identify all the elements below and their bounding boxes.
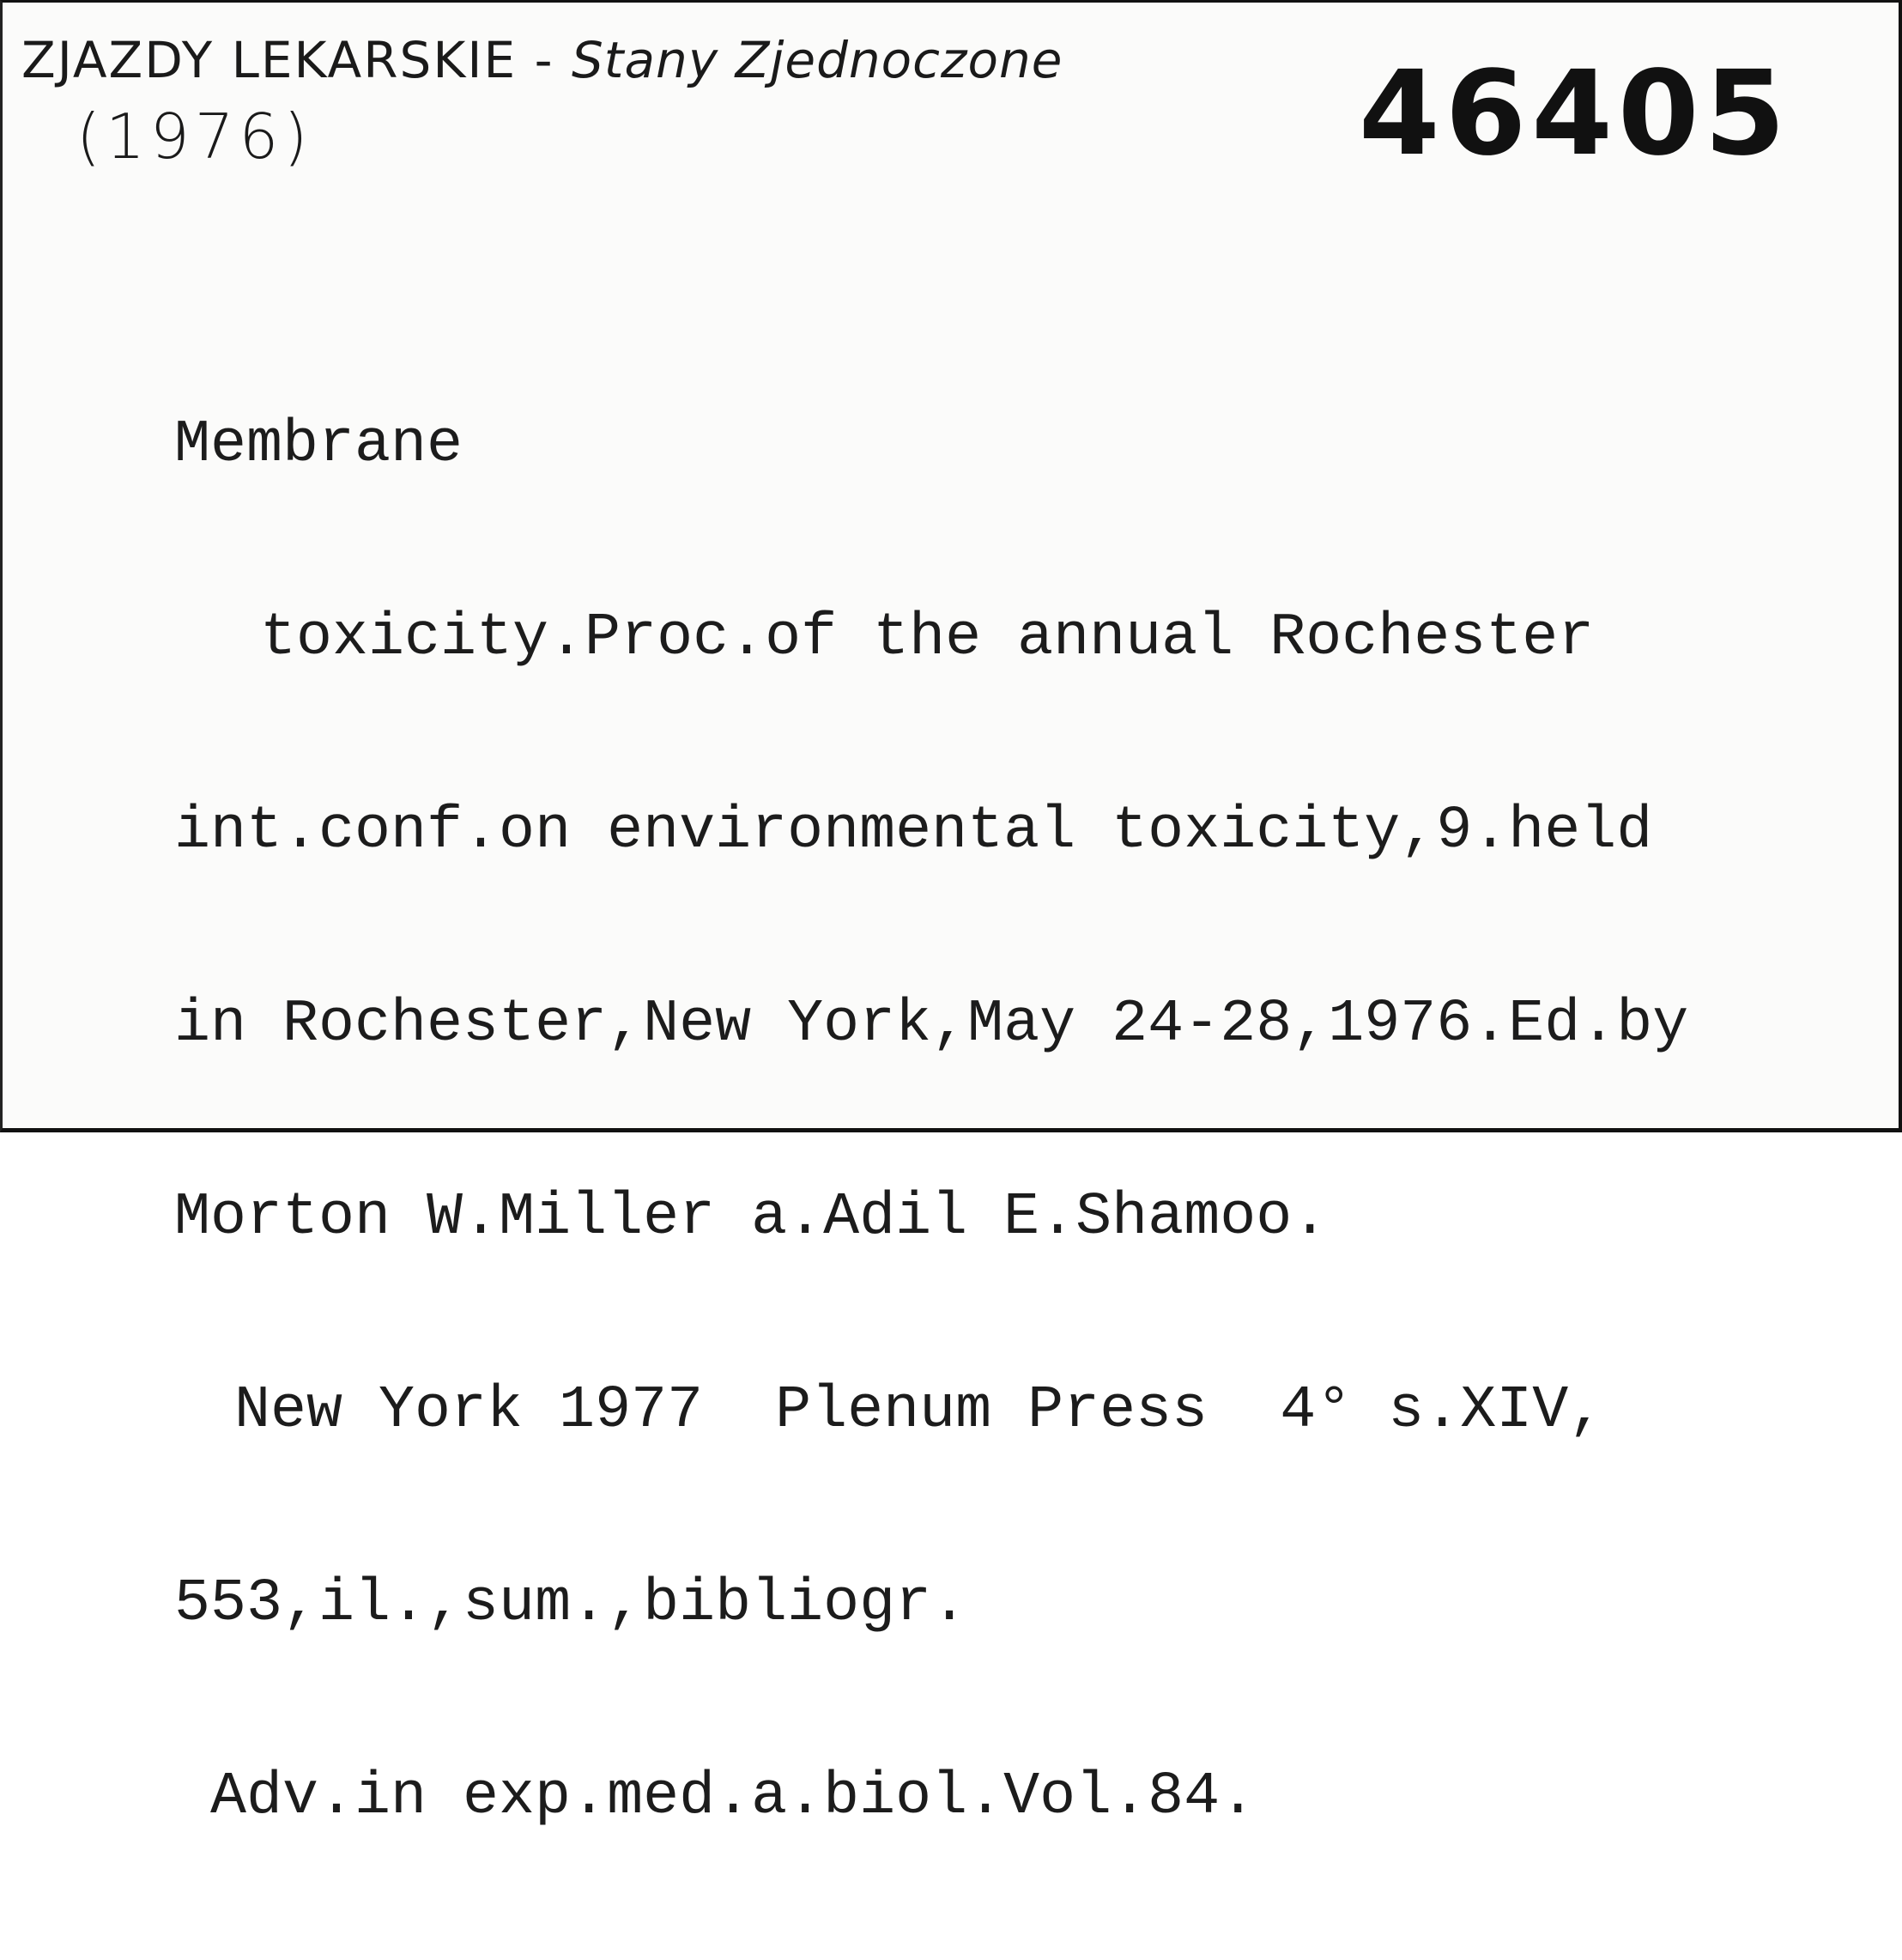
location-label: Stany Zjednoczone xyxy=(571,31,1063,89)
subject-heading xyxy=(21,31,1063,89)
card-number: 46405 xyxy=(1359,46,1791,182)
entry-line: Adv.in exp.med.a.biol.Vol.84. xyxy=(210,1763,1257,1831)
bibliographic-entry xyxy=(174,284,1688,1958)
entry-line: 553,il.,sum.,bibliogr. xyxy=(174,1570,968,1638)
year-note: (1976) xyxy=(76,100,313,173)
entry-line: Morton W.Miller a.Adil E.Shamoo. xyxy=(174,1184,1329,1252)
subject-label: ZJAZDY LEKARSKIE xyxy=(21,31,518,89)
entry-line: toxicity.Proc.of the annual Rochester xyxy=(260,604,1595,672)
entry-line: Membrane xyxy=(174,411,463,479)
entry-line: in Rochester,New York,May 24-28,1976.Ed.by xyxy=(174,991,1689,1059)
entry-line: int.conf.on environmental toxicity,9.held xyxy=(174,798,1653,865)
entry-line: New York 1977 Plenum Press 4° s.XIV, xyxy=(234,1377,1605,1445)
heading-separator: - xyxy=(517,31,572,89)
